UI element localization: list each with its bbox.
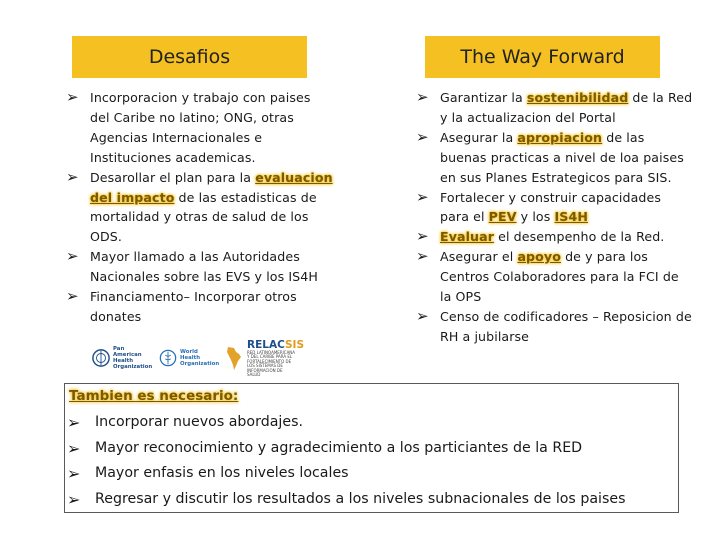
header-way-forward: The Way Forward bbox=[425, 36, 660, 78]
arrow-bullet-icon: ➢ bbox=[416, 227, 429, 246]
arrow-bullet-icon: ➢ bbox=[416, 88, 429, 106]
arrow-bullet-icon: ➢ bbox=[416, 127, 429, 146]
relacsis-logo bbox=[224, 339, 304, 378]
right-item bbox=[404, 188, 694, 228]
arrow-bullet-icon: ➢ bbox=[67, 413, 81, 432]
arrow-bullet-icon: ➢ bbox=[67, 438, 81, 458]
left-item-text: de las estadisticas de mortalidad y otras de salud de los ODS. bbox=[90, 189, 317, 245]
necesario-item-text: Incorporar nuevos abordajes. bbox=[95, 414, 303, 430]
highlighted-term: apropiacion bbox=[517, 129, 603, 145]
relacsis-wordmark: RELAC bbox=[247, 338, 285, 351]
right-item bbox=[404, 307, 694, 347]
way-forward-list bbox=[404, 88, 694, 347]
right-item-text: Censo de codificadores – Reposicion de RH a jubilarse bbox=[440, 308, 692, 344]
arrow-bullet-icon: ➢ bbox=[416, 247, 429, 266]
necesario-item bbox=[65, 436, 626, 462]
tambien-necesario-box bbox=[64, 383, 679, 513]
highlighted-term: IS4H bbox=[554, 209, 588, 225]
relacsis-wordmark-accent: SIS bbox=[284, 338, 305, 351]
right-item bbox=[404, 247, 694, 307]
left-item bbox=[54, 168, 334, 248]
necesario-item-text: Mayor enfasis en los niveles locales bbox=[95, 465, 349, 481]
paho-emblem-icon bbox=[92, 349, 110, 367]
header-desafios: Desafios bbox=[72, 36, 307, 78]
left-item-text: Incorporacion y trabajo con paises del Caribe no latino; ONG, otras Agencias Internacionales e Instituciones academicas. bbox=[90, 90, 311, 165]
who-logo: World Health Organization bbox=[159, 349, 218, 367]
left-item-text: Mayor llamado a las Autoridades Nacionales sobre las EVS y los IS4H bbox=[90, 249, 318, 285]
necesario-list bbox=[65, 410, 626, 512]
left-item-text: Financiamento– Incorporar otros donates bbox=[90, 289, 297, 324]
arrow-bullet-icon: ➢ bbox=[416, 306, 429, 325]
necesario-item-text: Regresar y discutir los resultados a los niveles subnacionales de los paises bbox=[95, 490, 626, 507]
right-item-text: de la Red y la actualizacion del Portal bbox=[440, 90, 693, 125]
right-item-text: Garantizar la bbox=[440, 90, 527, 105]
right-item-text: y los bbox=[516, 209, 555, 225]
arrow-bullet-icon: ➢ bbox=[66, 247, 79, 266]
right-item-text: Asegurar el bbox=[440, 249, 518, 265]
left-item bbox=[54, 247, 334, 287]
necesario-item-text: Mayor reconocimiento y agradecimiento a los particiantes de la RED bbox=[95, 439, 583, 456]
necesario-title: Tambien es necesario: bbox=[69, 388, 239, 404]
necesario-item bbox=[65, 461, 626, 487]
arrow-bullet-icon: ➢ bbox=[66, 167, 79, 186]
highlighted-term: apoyo bbox=[517, 249, 561, 265]
necesario-item bbox=[65, 410, 626, 436]
right-item-text: Fortalecer y construir capacidades para el bbox=[440, 189, 662, 225]
left-item bbox=[54, 88, 334, 168]
highlighted-term: sostenibilidad bbox=[526, 90, 629, 105]
right-item-text: de y para los Centros Colaboradores para la FCI de la OPS bbox=[440, 249, 679, 305]
arrow-bullet-icon: ➢ bbox=[66, 88, 79, 106]
highlighted-term: evaluacion del impacto bbox=[90, 169, 333, 205]
right-item bbox=[404, 227, 694, 247]
left-item-text: Desarollar el plan para la bbox=[90, 169, 256, 185]
right-item-text: Asegurar la bbox=[440, 129, 518, 145]
right-item-text: el desempenho de la Red. bbox=[494, 229, 665, 245]
right-item bbox=[404, 128, 694, 188]
arrow-bullet-icon: ➢ bbox=[67, 464, 81, 483]
arrow-bullet-icon: ➢ bbox=[66, 287, 79, 306]
highlighted-term: Evaluar bbox=[440, 229, 495, 245]
necesario-item bbox=[65, 487, 626, 513]
right-item-text: de las buenas practicas a nivel de loa paises en sus Planes Estrategicos para SIS. bbox=[440, 129, 684, 185]
arrow-bullet-icon: ➢ bbox=[67, 489, 81, 509]
partner-logos bbox=[92, 339, 306, 377]
highlighted-term: PEV bbox=[488, 209, 517, 225]
paho-logo: Pan American Health Organization bbox=[92, 346, 153, 370]
relacsis-subtitle: RED LATINOAMERICANA Y DEL CARIBE PARA EL FORTALECIMIENTO DE LOS SISTEMAS DE INFORMACION DE SALUD bbox=[247, 349, 296, 377]
who-emblem-icon bbox=[159, 349, 177, 367]
right-item bbox=[404, 88, 694, 128]
desafios-list bbox=[54, 88, 334, 327]
left-item bbox=[54, 287, 334, 327]
latin-america-map-icon bbox=[224, 345, 244, 371]
arrow-bullet-icon: ➢ bbox=[416, 187, 429, 206]
